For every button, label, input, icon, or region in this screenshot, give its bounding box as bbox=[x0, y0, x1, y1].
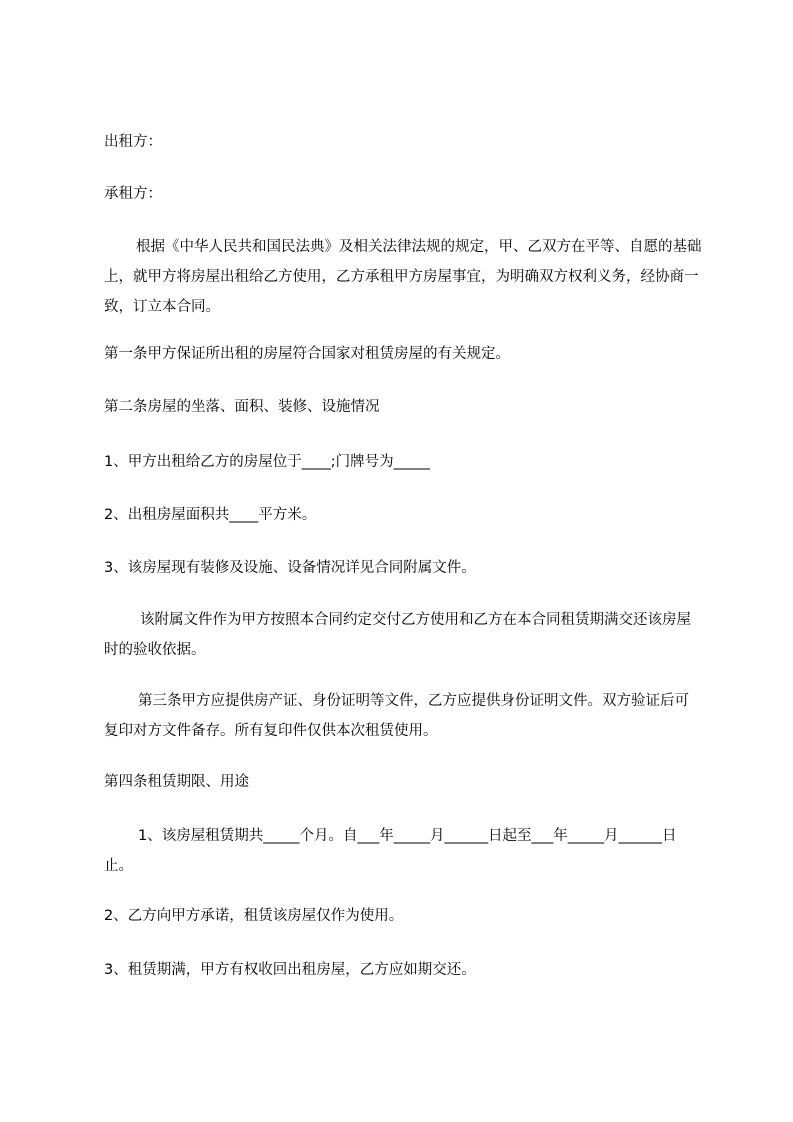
preamble-paragraph: 根据《中华人民共和国民法典》及相关法律法规的规定，甲、乙双方在平等、自愿的基础上，就甲方将房屋出租给乙方使用，乙方承租甲方房屋事宜，为明确双方权利义务，经协商一致，订立本合同。 bbox=[104, 239, 702, 315]
article-2-note: 该附属文件作为甲方按照本合同约定交付乙方使用和乙方在本合同租赁期满交还该房屋时的验收依据。 bbox=[104, 612, 691, 658]
article-4-item-1: 1、该房屋租赁期共_____个月。自___年_____月______日起至___年_____月______日止。 bbox=[104, 828, 677, 874]
article-2-item-1: 1、甲方出租给乙方的房屋位于____;门牌号为_____ bbox=[104, 454, 430, 470]
article-1: 第一条甲方保证所出租的房屋符合国家对租赁房屋的有关规定。 bbox=[104, 346, 510, 362]
article-2-item-3: 3、该房屋现有装修及设施、设备情况详见合同附属文件。 bbox=[104, 560, 476, 576]
lessor-label: 出租方： bbox=[104, 134, 162, 150]
article-4-item-2: 2、乙方向甲方承诺，租赁该房屋仅作为使用。 bbox=[104, 908, 404, 924]
article-4-title: 第四条租赁期限、用途 bbox=[104, 774, 249, 790]
article-4-item-3: 3、租赁期满，甲方有权收回出租房屋，乙方应如期交还。 bbox=[104, 962, 476, 978]
article-2-title: 第二条房屋的坐落、面积、装修、设施情况 bbox=[104, 399, 380, 415]
article-2-item-2: 2、出租房屋面积共____平方米。 bbox=[104, 507, 317, 523]
article-3: 第三条甲方应提供房产证、身份证明等文件，乙方应提供身份证明文件。双方验证后可复印对方文件备存。所有复印件仅供本次租赁使用。 bbox=[104, 693, 689, 739]
lessee-label: 承租方： bbox=[104, 186, 162, 202]
